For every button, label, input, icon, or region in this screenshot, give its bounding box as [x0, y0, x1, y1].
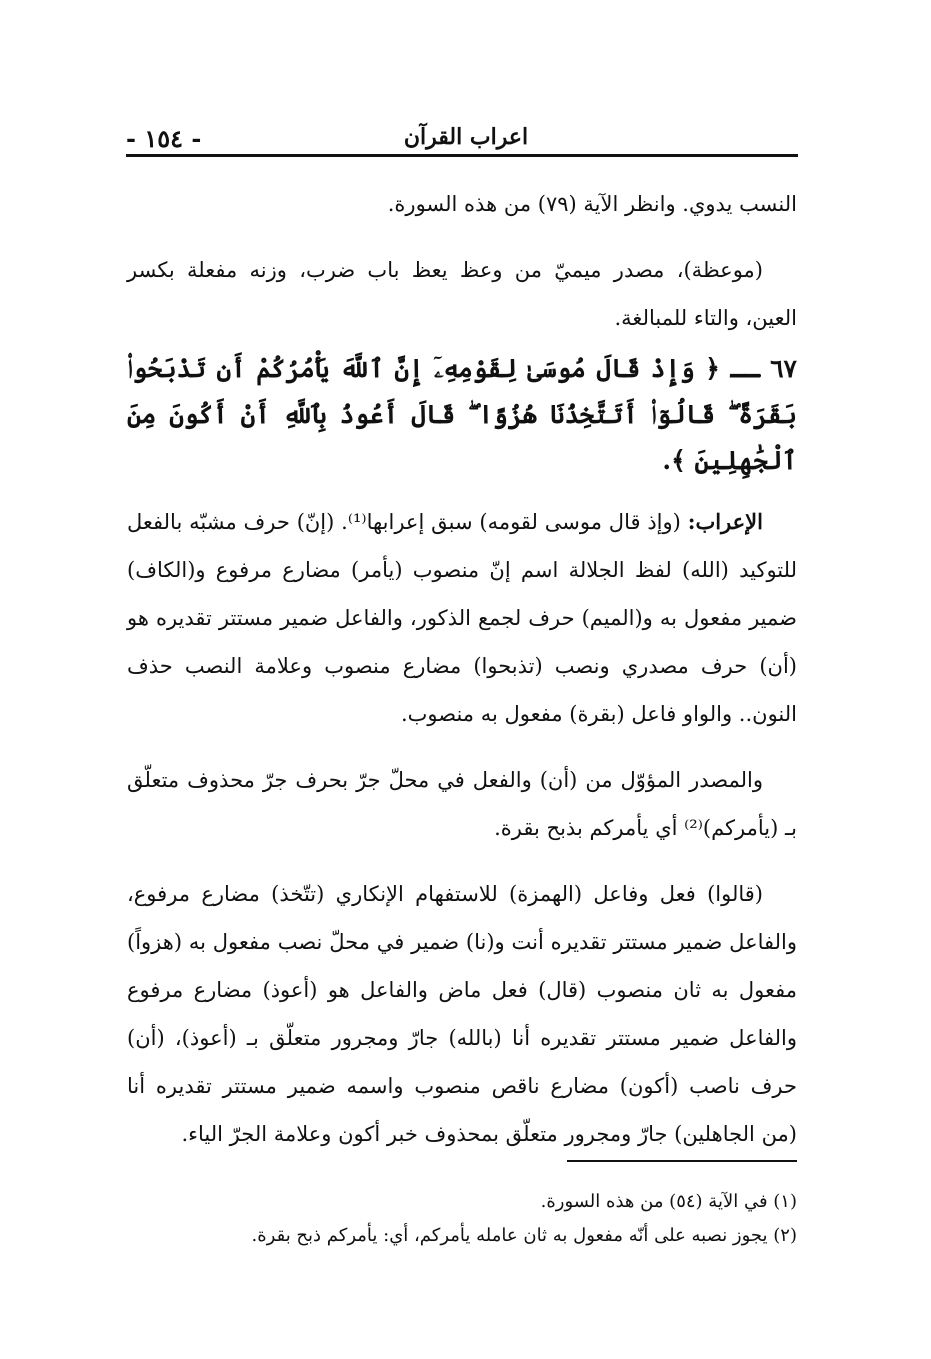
page-number: - ١٥٤ - [126, 124, 202, 153]
paragraph-2: (موعظة)، مصدر ميميّ من وعظ يعظ باب ضرب، وزنه مفعلة بكسر العين، والتاء للمبالغة. [127, 258, 797, 330]
footnote-2: (٢) يجوز نصبه على أنّه مفعول به ثان عامله يأمركم، أي: يأمركم ذبح بقرة. [251, 1225, 797, 1246]
paragraph-1: النسب يدوي. وانظر الآية (٧٩) من هذه السورة. [387, 192, 797, 216]
verse-text: ﴿ وَإِذْ قَالَ مُوسَىٰ لِقَوْمِهِۦٓ إِنَّ ٱللَّهَ يَأْمُرُكُمْ أَن تَذْبَحُوا۟ بَقَرَةً ۖ قَالُوٓا۟ أَتَتَّخِذُنَا هُزُوًا ۖ قَالَ أَعُوذُ بِٱللَّهِ أَنْ أَكُونَ مِنَ ٱلْجَٰهِلِينَ ﴾. [127, 354, 797, 475]
paragraph-irab [127, 498, 797, 738]
page-header [126, 118, 796, 158]
running-title: اعراب القرآن [403, 124, 529, 150]
quran-verse [127, 346, 797, 484]
footnotes [127, 1185, 797, 1253]
paragraph-qalu: (قالوا) فعل وفاعل (الهمزة) للاستفهام الإنكاري (تتّخذ) مضارع مرفوع، والفاعل ضمير مستتر تقديره أنت و(نا) ضمير في محلّ نصب مفعول به (هزواً) مفعول به ثان منصوب (قال) فعل ماض والفاعل هو (أعوذ) مضارع مرفوع والفاعل ضمير مستتر تقديره أنا (بالله) جارّ ومجرور متعلّق بـ (أعوذ)، (أن) حرف ناصب (أكون) مضارع ناقص منصوب واسمه ضمير مستتر تقديره أنا (من الجاهلين) جارّ ومجرور متعلّق بمحذوف خبر أكون وعلامة الجرّ الياء. [127, 882, 797, 1146]
header-rule [126, 154, 798, 157]
main-text [127, 180, 797, 1158]
irab-text: (وإذ قال موسى لقومه) سبق إعرابها⁽¹⁾. (إنّ) حرف مشبّه بالفعل للتوكيد (الله) لفظ الجلالة اسم إنّ منصوب (يأمر) مضارع مرفوع و(الكاف) ضمير مفعول به و(الميم) حرف لجمع الذكور، والفاعل ضمير مستتر تقديره هو (أن) حرف مصدري ونصب (تذبحوا) مضارع منصوب وعلامة النصب حذف النون.. والواو فاعل (بقرة) مفعول به منصوب. [127, 510, 797, 726]
paragraph-masdar: والمصدر المؤوّل من (أن) والفعل في محلّ جرّ بحرف جرّ محذوف متعلّق بـ (يأمركم)⁽²⁾ أي يأمركم بذبح بقرة. [127, 768, 797, 840]
verse-number: ٦٧ ــ [730, 354, 797, 383]
irab-label: الإعراب: [687, 509, 763, 534]
footnote-rule [567, 1160, 797, 1162]
footnote-1: (١) في الآية (٥٤) من هذه السورة. [540, 1191, 797, 1212]
